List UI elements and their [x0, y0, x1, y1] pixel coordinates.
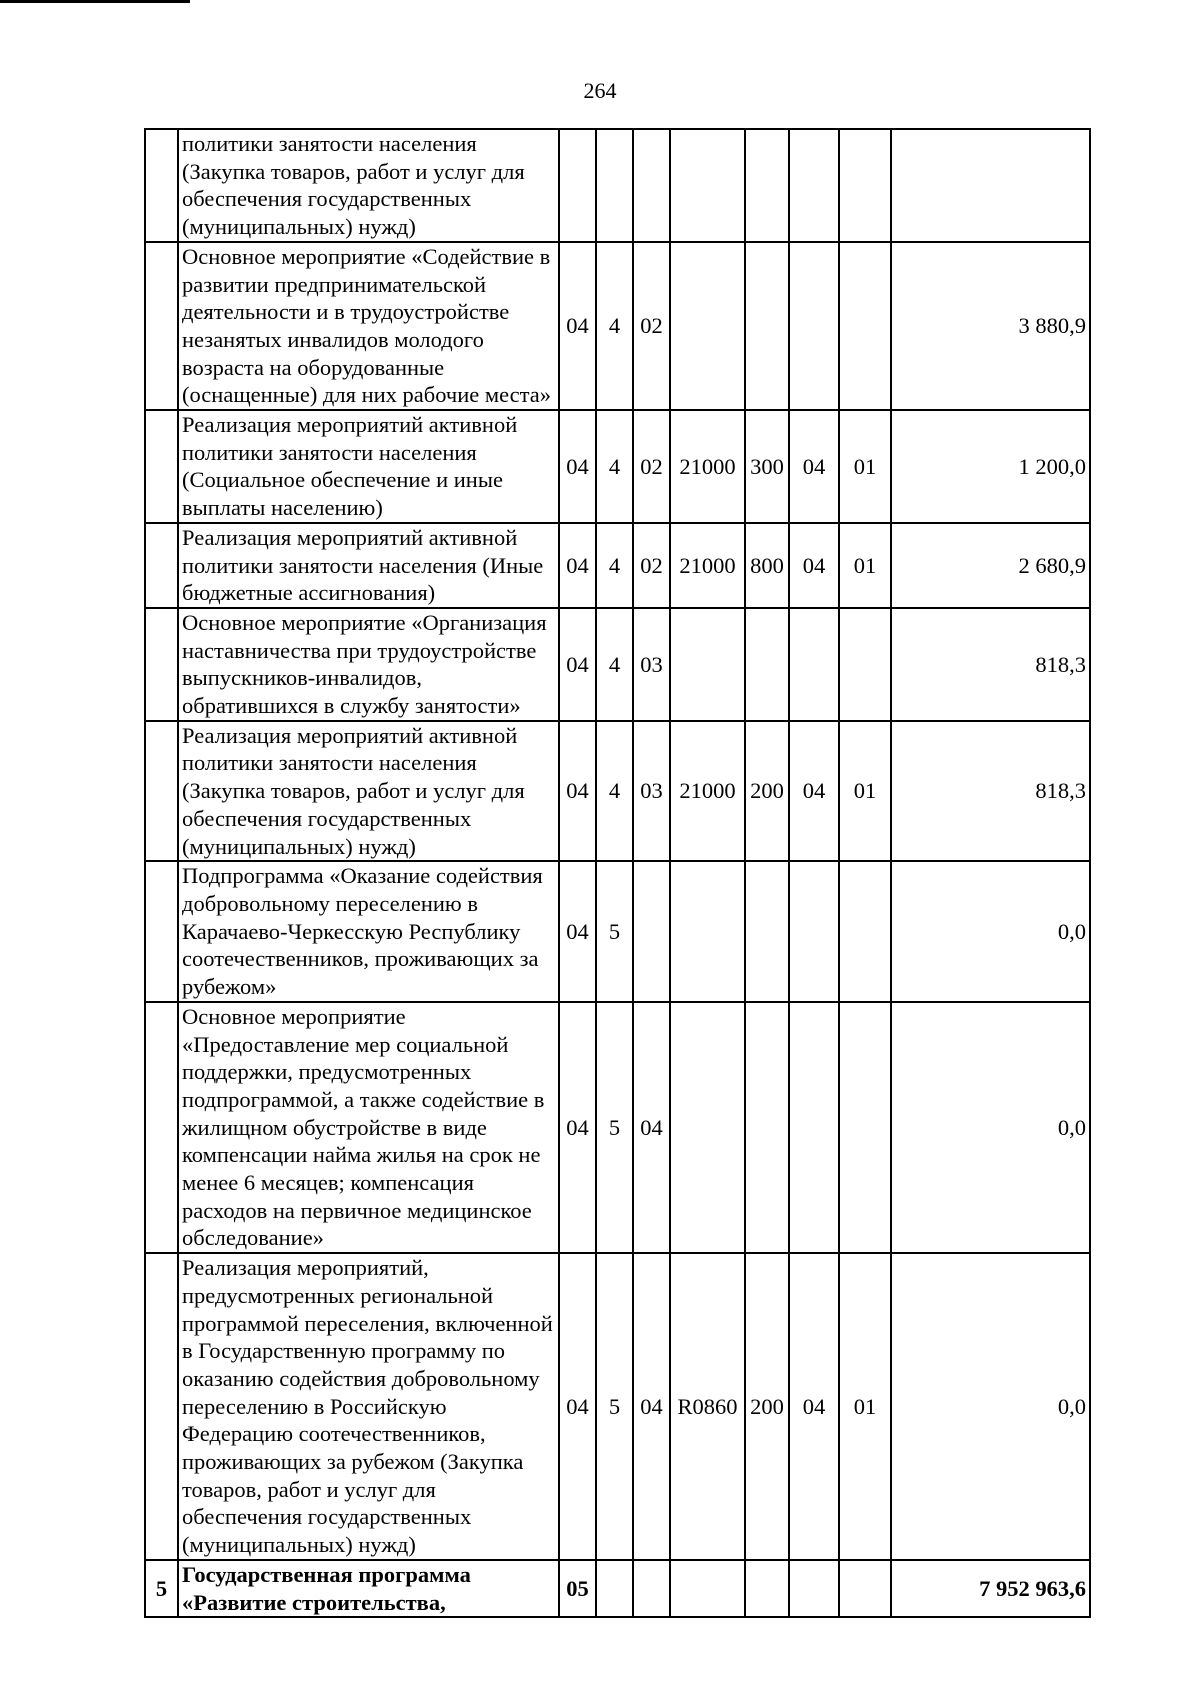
subsection-code: [839, 861, 891, 1002]
item-name: Подпрограмма «Оказание содействия добровольному переселению в Карачаево-Черкесскую Республику соотечественников, проживающих за рубежом»: [178, 861, 559, 1002]
item-name: Государственная программа «Развитие строительства,: [178, 1560, 559, 1617]
subprogram-code: 4: [596, 608, 633, 721]
amount: 3 880,9: [891, 242, 1090, 410]
subprogram-code: 4: [596, 242, 633, 410]
amount: 818,3: [891, 721, 1090, 862]
measure-code: [633, 1560, 670, 1617]
subsection-code: 01: [839, 410, 891, 523]
row-number: [145, 410, 178, 523]
subsection-code: 01: [839, 721, 891, 862]
subprogram-code: 4: [596, 410, 633, 523]
direction-code: 21000: [670, 721, 745, 862]
expense-type-code: [745, 1002, 789, 1253]
expense-type-code: [745, 861, 789, 1002]
subprogram-code: 4: [596, 523, 633, 608]
table-row: [145, 410, 1090, 523]
measure-code: 02: [633, 242, 670, 410]
expense-type-code: [745, 129, 789, 242]
subprogram-code: 5: [596, 1253, 633, 1560]
amount: 0,0: [891, 861, 1090, 1002]
measure-code: [633, 129, 670, 242]
section-code: [789, 861, 839, 1002]
measure-code: [633, 861, 670, 1002]
amount: 818,3: [891, 608, 1090, 721]
section-code: 04: [789, 410, 839, 523]
row-number: [145, 721, 178, 862]
direction-code: [670, 1002, 745, 1253]
program-code: 04: [559, 721, 596, 862]
direction-code: 21000: [670, 523, 745, 608]
direction-code: R0860: [670, 1253, 745, 1560]
table-row: [145, 242, 1090, 410]
section-code: 04: [789, 721, 839, 862]
program-code: 04: [559, 861, 596, 1002]
row-number: [145, 242, 178, 410]
row-number: [145, 861, 178, 1002]
table-body: [145, 129, 1090, 1617]
direction-code: [670, 1560, 745, 1617]
table-row: [145, 721, 1090, 862]
measure-code: 04: [633, 1002, 670, 1253]
expense-type-code: 200: [745, 721, 789, 862]
section-code: [789, 242, 839, 410]
top-rule: [0, 0, 190, 3]
subprogram-code: [596, 129, 633, 242]
item-name: Реализация мероприятий активной политики занятости населения (Социальное обеспечение и иные выплаты населению): [178, 410, 559, 523]
expense-type-code: 300: [745, 410, 789, 523]
subprogram-code: 5: [596, 1002, 633, 1253]
table-row: [145, 523, 1090, 608]
program-code: 04: [559, 242, 596, 410]
section-code: [789, 1560, 839, 1617]
table-row: [145, 1002, 1090, 1253]
amount: 0,0: [891, 1253, 1090, 1560]
item-name: Основное мероприятие «Организация наставничества при трудоустройстве выпускников-инвалидов, обратившихся в службу занятости»: [178, 608, 559, 721]
amount: 1 200,0: [891, 410, 1090, 523]
item-name: Реализация мероприятий, предусмотренных региональной программой переселения, включенной в Государственную программу по оказанию содействия добровольному переселению в Российскую Федерацию соотечественников, проживающих за рубежом (Закупка товаров, работ и услуг для обеспечения государственных (муниципальных) нужд): [178, 1253, 559, 1560]
measure-code: 02: [633, 523, 670, 608]
amount: [891, 129, 1090, 242]
measure-code: 04: [633, 1253, 670, 1560]
direction-code: [670, 242, 745, 410]
section-code: 04: [789, 1253, 839, 1560]
subsection-code: 01: [839, 1253, 891, 1560]
program-code: 04: [559, 1253, 596, 1560]
subsection-code: [839, 608, 891, 721]
expense-type-code: [745, 1560, 789, 1617]
table-row: [145, 608, 1090, 721]
expense-type-code: 800: [745, 523, 789, 608]
table-row: [145, 861, 1090, 1002]
direction-code: [670, 129, 745, 242]
program-code: 04: [559, 410, 596, 523]
subsection-code: [839, 1560, 891, 1617]
expense-type-code: 200: [745, 1253, 789, 1560]
subsection-code: [839, 1002, 891, 1253]
amount: 7 952 963,6: [891, 1560, 1090, 1617]
program-code: 04: [559, 1002, 596, 1253]
item-name: Основное мероприятие «Содействие в развитии предпринимательской деятельности и в трудоустройстве незанятых инвалидов молодого возраста на оборудованные (оснащенные) для них рабочие места»: [178, 242, 559, 410]
amount: 2 680,9: [891, 523, 1090, 608]
row-number: [145, 608, 178, 721]
expense-type-code: [745, 242, 789, 410]
subsection-code: [839, 242, 891, 410]
item-name: Реализация мероприятий активной политики занятости населения (Закупка товаров, работ и услуг для обеспечения государственных (муниципальных) нужд): [178, 721, 559, 862]
amount: 0,0: [891, 1002, 1090, 1253]
program-code: 04: [559, 523, 596, 608]
subprogram-code: [596, 1560, 633, 1617]
direction-code: 21000: [670, 410, 745, 523]
program-code: [559, 129, 596, 242]
table-row: [145, 1560, 1090, 1617]
item-name: Реализация мероприятий активной политики занятости населения (Иные бюджетные ассигнования): [178, 523, 559, 608]
item-name: политики занятости населения (Закупка товаров, работ и услуг для обеспечения государственных (муниципальных) нужд): [178, 129, 559, 242]
row-number: [145, 523, 178, 608]
measure-code: 03: [633, 608, 670, 721]
measure-code: 03: [633, 721, 670, 862]
row-number: [145, 129, 178, 242]
program-code: 04: [559, 608, 596, 721]
budget-table: [144, 128, 1091, 1618]
section-code: 04: [789, 523, 839, 608]
subsection-code: 01: [839, 523, 891, 608]
subsection-code: [839, 129, 891, 242]
section-code: [789, 1002, 839, 1253]
row-number: 5: [145, 1560, 178, 1617]
expense-type-code: [745, 608, 789, 721]
direction-code: [670, 608, 745, 721]
page-number: 264: [583, 78, 617, 103]
section-code: [789, 129, 839, 242]
table-row: [145, 129, 1090, 242]
subprogram-code: 5: [596, 861, 633, 1002]
measure-code: 02: [633, 410, 670, 523]
section-code: [789, 608, 839, 721]
item-name: Основное мероприятие «Предоставление мер социальной поддержки, предусмотренных подпрограммой, а также содействие в жилищном обустройстве в виде компенсации найма жилья на срок не менее 6 месяцев; компенсация расходов на первичное медицинское обследование»: [178, 1002, 559, 1253]
table-row: [145, 1253, 1090, 1560]
direction-code: [670, 861, 745, 1002]
program-code: 05: [559, 1560, 596, 1617]
subprogram-code: 4: [596, 721, 633, 862]
row-number: [145, 1002, 178, 1253]
row-number: [145, 1253, 178, 1560]
